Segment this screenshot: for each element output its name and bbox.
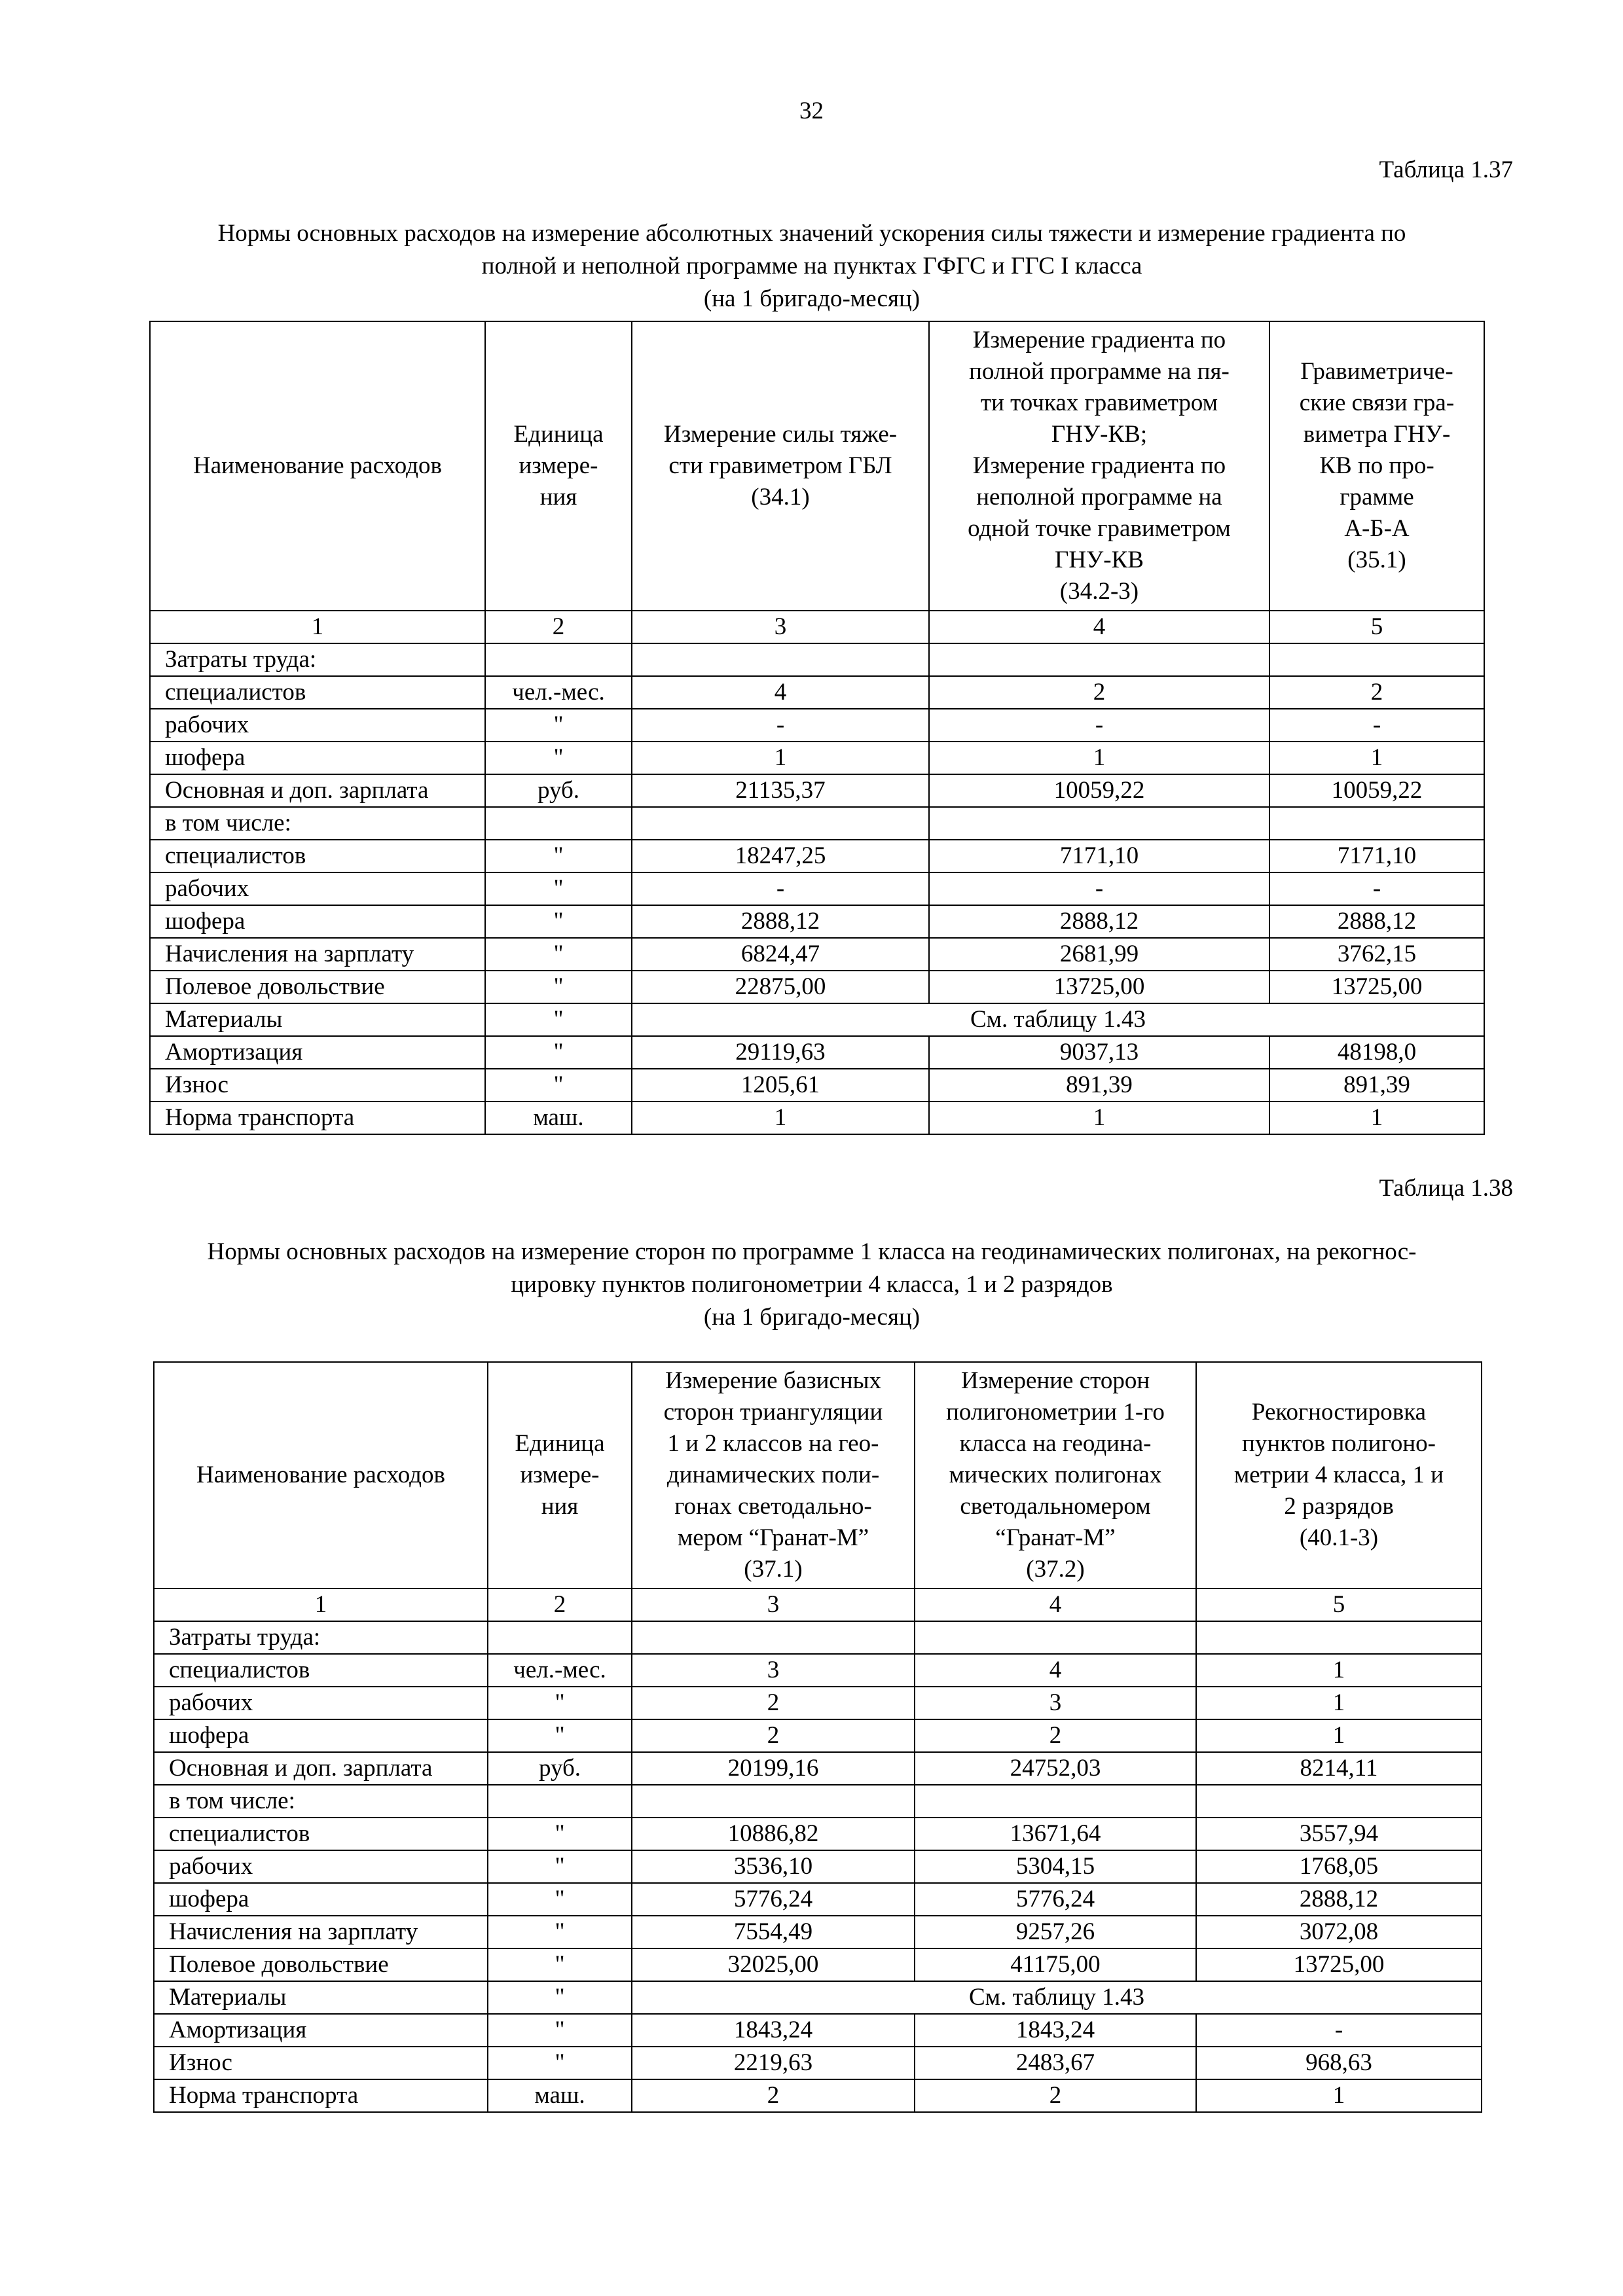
value-cell: 7171,10 [1269, 840, 1484, 872]
column-number: 2 [488, 1588, 632, 1621]
expense-name: Затраты труда: [154, 1621, 488, 1654]
table-row [154, 1687, 1482, 1719]
value-cell: - [1269, 872, 1484, 905]
header-line: Измерение градиента по [972, 327, 1226, 353]
column-header [154, 1362, 488, 1588]
header-line: грамме [1340, 484, 1414, 511]
unit-cell: " [485, 742, 632, 774]
expense-name: Материалы [150, 1003, 485, 1036]
unit-cell: " [488, 2047, 632, 2079]
table-row [154, 1850, 1482, 1883]
value-cell: 1 [1196, 2079, 1482, 2112]
caption-line: Нормы основных расходов на измерение сторон по программе 1 класса на геодинамических полигонах, на рекогнос- [207, 1238, 1417, 1265]
expense-name: шофера [150, 742, 485, 774]
value-cell: 13725,00 [929, 971, 1269, 1003]
header-line: виметра ГНУ- [1303, 421, 1451, 448]
value-cell: 8214,11 [1196, 1752, 1482, 1785]
value-cell: 891,39 [1269, 1069, 1484, 1102]
value-cell [1269, 643, 1484, 676]
header-line: измере- [519, 452, 598, 479]
unit-cell: " [488, 1818, 632, 1850]
unit-cell: " [485, 1036, 632, 1069]
header-line: Гравиметриче- [1300, 358, 1453, 385]
header-line: (34.1) [751, 484, 810, 511]
value-cell: 29119,63 [632, 1036, 929, 1069]
value-cell: - [632, 709, 929, 742]
value-cell: - [1196, 2014, 1482, 2047]
value-cell: - [929, 872, 1269, 905]
unit-cell: " [488, 1916, 632, 1948]
expense-name: специалистов [154, 1818, 488, 1850]
table-row [150, 971, 1484, 1003]
table-row [150, 872, 1484, 905]
expense-name: Полевое довольствие [150, 971, 485, 1003]
table-row [154, 1785, 1482, 1818]
value-cell: 41175,00 [915, 1948, 1196, 1981]
value-cell: - [632, 872, 929, 905]
header-line: Единица [515, 1430, 605, 1457]
value-cell: 20199,16 [632, 1752, 915, 1785]
unit-cell: " [488, 1883, 632, 1916]
header-line: “Гранат-М” [995, 1524, 1116, 1551]
value-cell: 1 [1196, 1719, 1482, 1752]
table-caption [124, 1236, 1499, 1334]
table-row [150, 742, 1484, 774]
unit-cell: руб. [488, 1752, 632, 1785]
expense-name: Износ [154, 2047, 488, 2079]
unit-cell: " [485, 1069, 632, 1102]
value-cell: 7554,49 [632, 1916, 915, 1948]
table-row [154, 2014, 1482, 2047]
header-line: А-Б-А [1344, 515, 1410, 542]
header-row [150, 321, 1484, 611]
value-cell: 2 [1269, 676, 1484, 709]
value-cell: 1 [929, 742, 1269, 774]
header-line: Измерение базисных [665, 1367, 882, 1394]
expense-name: рабочих [154, 1687, 488, 1719]
header-line: метрии 4 класса, 1 и [1233, 1462, 1444, 1488]
table-row [154, 1752, 1482, 1785]
header-line: динамических поли- [666, 1462, 880, 1488]
value-cell: 9257,26 [915, 1916, 1196, 1948]
expense-name: Основная и доп. зарплата [154, 1752, 488, 1785]
value-cell [632, 807, 929, 840]
unit-cell [488, 1621, 632, 1654]
value-cell: 6824,47 [632, 938, 929, 971]
expense-name: Амортизация [150, 1036, 485, 1069]
header-line: ские связи гра- [1299, 389, 1455, 416]
table-label: Таблица 1.37 [1379, 156, 1513, 183]
value-cell: 1843,24 [632, 2014, 915, 2047]
header-line: мером “Гранат-М” [677, 1524, 869, 1551]
value-cell: 48198,0 [1269, 1036, 1484, 1069]
value-cell [1269, 807, 1484, 840]
unit-cell: " [485, 840, 632, 872]
value-cell: 10059,22 [929, 774, 1269, 807]
table-row [150, 643, 1484, 676]
value-cell: 2 [632, 2079, 915, 2112]
value-cell: 10059,22 [1269, 774, 1484, 807]
table-row [150, 1069, 1484, 1102]
expense-name: рабочих [150, 709, 485, 742]
header-line: измере- [520, 1462, 600, 1488]
value-cell: 1 [1196, 1654, 1482, 1687]
header-line: Измерение градиента по [972, 452, 1226, 479]
value-cell: 1 [1269, 742, 1484, 774]
table-row [150, 1036, 1484, 1069]
value-cell: 2681,99 [929, 938, 1269, 971]
column-number-row [150, 611, 1484, 643]
header-line: светодальномером [960, 1493, 1151, 1520]
merged-note: См. таблицу 1.43 [632, 1003, 1484, 1036]
unit-cell: маш. [485, 1102, 632, 1134]
table-row [150, 1102, 1484, 1134]
expense-name: шофера [154, 1883, 488, 1916]
header-line: КВ по про- [1319, 452, 1434, 479]
expense-name: Износ [150, 1069, 485, 1102]
header-line: (37.2) [1026, 1556, 1085, 1583]
value-cell: 1 [929, 1102, 1269, 1134]
value-cell [929, 807, 1269, 840]
expense-name: Норма транспорта [150, 1102, 485, 1134]
unit-cell: " [488, 1719, 632, 1752]
table-row [154, 1654, 1482, 1687]
unit-cell: " [485, 1003, 632, 1036]
header-line: полной программе на пя- [969, 358, 1230, 385]
unit-cell: чел.-мес. [488, 1654, 632, 1687]
expense-name: специалистов [150, 840, 485, 872]
value-cell: 4 [632, 676, 929, 709]
value-cell: 1205,61 [632, 1069, 929, 1102]
table-row [150, 840, 1484, 872]
table-row [154, 2047, 1482, 2079]
table-row [154, 1719, 1482, 1752]
column-number: 4 [915, 1588, 1196, 1621]
value-cell: 13671,64 [915, 1818, 1196, 1850]
header-line: 2 разрядов [1284, 1493, 1394, 1520]
expense-name: Полевое довольствие [154, 1948, 488, 1981]
page-number: 32 [799, 98, 824, 124]
value-cell: 3762,15 [1269, 938, 1484, 971]
merged-note: См. таблицу 1.43 [632, 1981, 1482, 2014]
value-cell: 5304,15 [915, 1850, 1196, 1883]
table-row [150, 938, 1484, 971]
table-row [154, 1948, 1482, 1981]
table-row [154, 1621, 1482, 1654]
column-number: 1 [150, 611, 485, 643]
header-line: одной точке гравиметром [968, 515, 1231, 542]
header-line: (37.1) [744, 1556, 803, 1583]
unit-cell: " [485, 971, 632, 1003]
norms-table-1-37 [149, 321, 1485, 1135]
value-cell: 2 [929, 676, 1269, 709]
table-row [150, 807, 1484, 840]
column-header [632, 321, 929, 611]
unit-cell: руб. [485, 774, 632, 807]
unit-cell: маш. [488, 2079, 632, 2112]
header-line: пунктов полигоно- [1242, 1430, 1436, 1457]
value-cell: 2 [632, 1719, 915, 1752]
header-line: ти точках гравиметром [980, 389, 1218, 416]
value-cell: 2888,12 [929, 905, 1269, 938]
header-line: полигонометрии 1-го [946, 1399, 1165, 1426]
value-cell: 1 [1269, 1102, 1484, 1134]
value-cell: 9037,13 [929, 1036, 1269, 1069]
column-header [632, 1362, 915, 1588]
expense-name: Затраты труда: [150, 643, 485, 676]
caption-line: (на 1 бригадо-месяц) [703, 1304, 921, 1331]
header-line: неполной программе на [976, 484, 1222, 511]
header-line: сторон триангуляции [663, 1399, 883, 1426]
expense-name: Начисления на зарплату [154, 1916, 488, 1948]
value-cell: 1 [632, 1102, 929, 1134]
value-cell: 22875,00 [632, 971, 929, 1003]
value-cell: 1 [1196, 1687, 1482, 1719]
value-cell: 968,63 [1196, 2047, 1482, 2079]
column-number: 2 [485, 611, 632, 643]
table-row [154, 2079, 1482, 2112]
expense-name: шофера [150, 905, 485, 938]
value-cell: 4 [915, 1654, 1196, 1687]
norms-table-1-38 [153, 1361, 1482, 2113]
column-number: 4 [929, 611, 1269, 643]
unit-cell: " [485, 905, 632, 938]
expense-name: Начисления на зарплату [150, 938, 485, 971]
expense-name: Основная и доп. зарплата [150, 774, 485, 807]
header-line: гонах светодально- [674, 1493, 872, 1520]
table-row [150, 774, 1484, 807]
column-header [485, 321, 632, 611]
value-cell: - [1269, 709, 1484, 742]
column-number: 1 [154, 1588, 488, 1621]
header-line: (35.1) [1347, 547, 1406, 573]
value-cell: 2888,12 [1196, 1883, 1482, 1916]
expense-name: в том числе: [150, 807, 485, 840]
table-caption [124, 217, 1499, 315]
unit-cell: чел.-мес. [485, 676, 632, 709]
value-cell: 21135,37 [632, 774, 929, 807]
value-cell [929, 643, 1269, 676]
expense-name: Материалы [154, 1981, 488, 2014]
column-number: 3 [632, 611, 929, 643]
column-number: 3 [632, 1588, 915, 1621]
value-cell: 10886,82 [632, 1818, 915, 1850]
unit-cell: " [485, 938, 632, 971]
header-line: ГНУ-КВ [1055, 547, 1144, 573]
header-line: ГНУ-КВ; [1051, 421, 1148, 448]
expense-name: рабочих [150, 872, 485, 905]
column-header [1196, 1362, 1482, 1588]
header-line: класса на геодина- [959, 1430, 1152, 1457]
value-cell: 2 [632, 1687, 915, 1719]
value-cell: - [929, 709, 1269, 742]
header-row [154, 1362, 1482, 1588]
table-row [150, 905, 1484, 938]
unit-cell: " [488, 1687, 632, 1719]
expense-name: специалистов [154, 1654, 488, 1687]
header-line: Наименование расходов [193, 452, 442, 479]
column-number: 5 [1196, 1588, 1482, 1621]
unit-cell: " [488, 1850, 632, 1883]
expense-name: рабочих [154, 1850, 488, 1883]
unit-cell: " [488, 1948, 632, 1981]
value-cell: 7171,10 [929, 840, 1269, 872]
value-cell: 891,39 [929, 1069, 1269, 1102]
value-cell [1196, 1621, 1482, 1654]
value-cell: 1768,05 [1196, 1850, 1482, 1883]
table-row [154, 1883, 1482, 1916]
value-cell: 2219,63 [632, 2047, 915, 2079]
value-cell: 3536,10 [632, 1850, 915, 1883]
header-line: Наименование расходов [196, 1462, 445, 1488]
column-header [150, 321, 485, 611]
unit-cell: " [485, 709, 632, 742]
value-cell: 2888,12 [1269, 905, 1484, 938]
table-row [154, 1818, 1482, 1850]
unit-cell [488, 1785, 632, 1818]
unit-cell [485, 643, 632, 676]
value-cell: 1 [632, 742, 929, 774]
expense-name: в том числе: [154, 1785, 488, 1818]
column-header [488, 1362, 632, 1588]
value-cell [632, 1785, 915, 1818]
value-cell: 13725,00 [1269, 971, 1484, 1003]
value-cell: 3072,08 [1196, 1916, 1482, 1948]
value-cell [915, 1785, 1196, 1818]
unit-cell: " [485, 872, 632, 905]
expense-name: Норма транспорта [154, 2079, 488, 2112]
column-number-row [154, 1588, 1482, 1621]
value-cell: 3 [915, 1687, 1196, 1719]
table-row [154, 1981, 1482, 2014]
value-cell: 32025,00 [632, 1948, 915, 1981]
value-cell [632, 1621, 915, 1654]
value-cell: 13725,00 [1196, 1948, 1482, 1981]
header-line: Измерение сторон [960, 1367, 1150, 1394]
caption-line: полной и неполной программе на пунктах ГФГС и ГГС I класса [481, 253, 1142, 279]
column-header [915, 1362, 1196, 1588]
caption-line: Нормы основных расходов на измерение абсолютных значений ускорения силы тяжести и измерение градиента по [217, 220, 1406, 247]
header-line: Измерение силы тяже- [663, 421, 898, 448]
value-cell [915, 1621, 1196, 1654]
value-cell: 18247,25 [632, 840, 929, 872]
value-cell: 5776,24 [915, 1883, 1196, 1916]
value-cell: 1843,24 [915, 2014, 1196, 2047]
value-cell: 3557,94 [1196, 1818, 1482, 1850]
unit-cell: " [488, 1981, 632, 2014]
expense-name: Амортизация [154, 2014, 488, 2047]
table-row [150, 709, 1484, 742]
header-line: сти гравиметром ГБЛ [668, 452, 892, 479]
value-cell [632, 643, 929, 676]
value-cell: 24752,03 [915, 1752, 1196, 1785]
table-row [150, 1003, 1484, 1036]
value-cell: 2 [915, 2079, 1196, 2112]
header-line: ния [539, 484, 577, 511]
expense-name: специалистов [150, 676, 485, 709]
unit-cell: " [488, 2014, 632, 2047]
value-cell: 2483,67 [915, 2047, 1196, 2079]
caption-line: цировку пунктов полигонометрии 4 класса, 1 и 2 разрядов [511, 1271, 1113, 1298]
header-line: ния [541, 1493, 579, 1520]
value-cell: 5776,24 [632, 1883, 915, 1916]
value-cell: 2888,12 [632, 905, 929, 938]
header-line: (34.2-3) [1059, 578, 1139, 605]
table-label: Таблица 1.38 [1379, 1175, 1513, 1202]
header-line: Рекогностировка [1251, 1399, 1427, 1426]
column-header [929, 321, 1269, 611]
value-cell: 2 [915, 1719, 1196, 1752]
table-row [150, 676, 1484, 709]
header-line: мических полигонах [949, 1462, 1162, 1488]
column-number: 5 [1269, 611, 1484, 643]
unit-cell [485, 807, 632, 840]
column-header [1269, 321, 1484, 611]
header-line: (40.1-3) [1299, 1524, 1379, 1551]
table-row [154, 1916, 1482, 1948]
expense-name: шофера [154, 1719, 488, 1752]
caption-line: (на 1 бригадо-месяц) [703, 285, 921, 312]
value-cell [1196, 1785, 1482, 1818]
header-line: 1 и 2 классов на гео- [667, 1430, 879, 1457]
header-line: Единица [513, 421, 604, 448]
value-cell: 3 [632, 1654, 915, 1687]
